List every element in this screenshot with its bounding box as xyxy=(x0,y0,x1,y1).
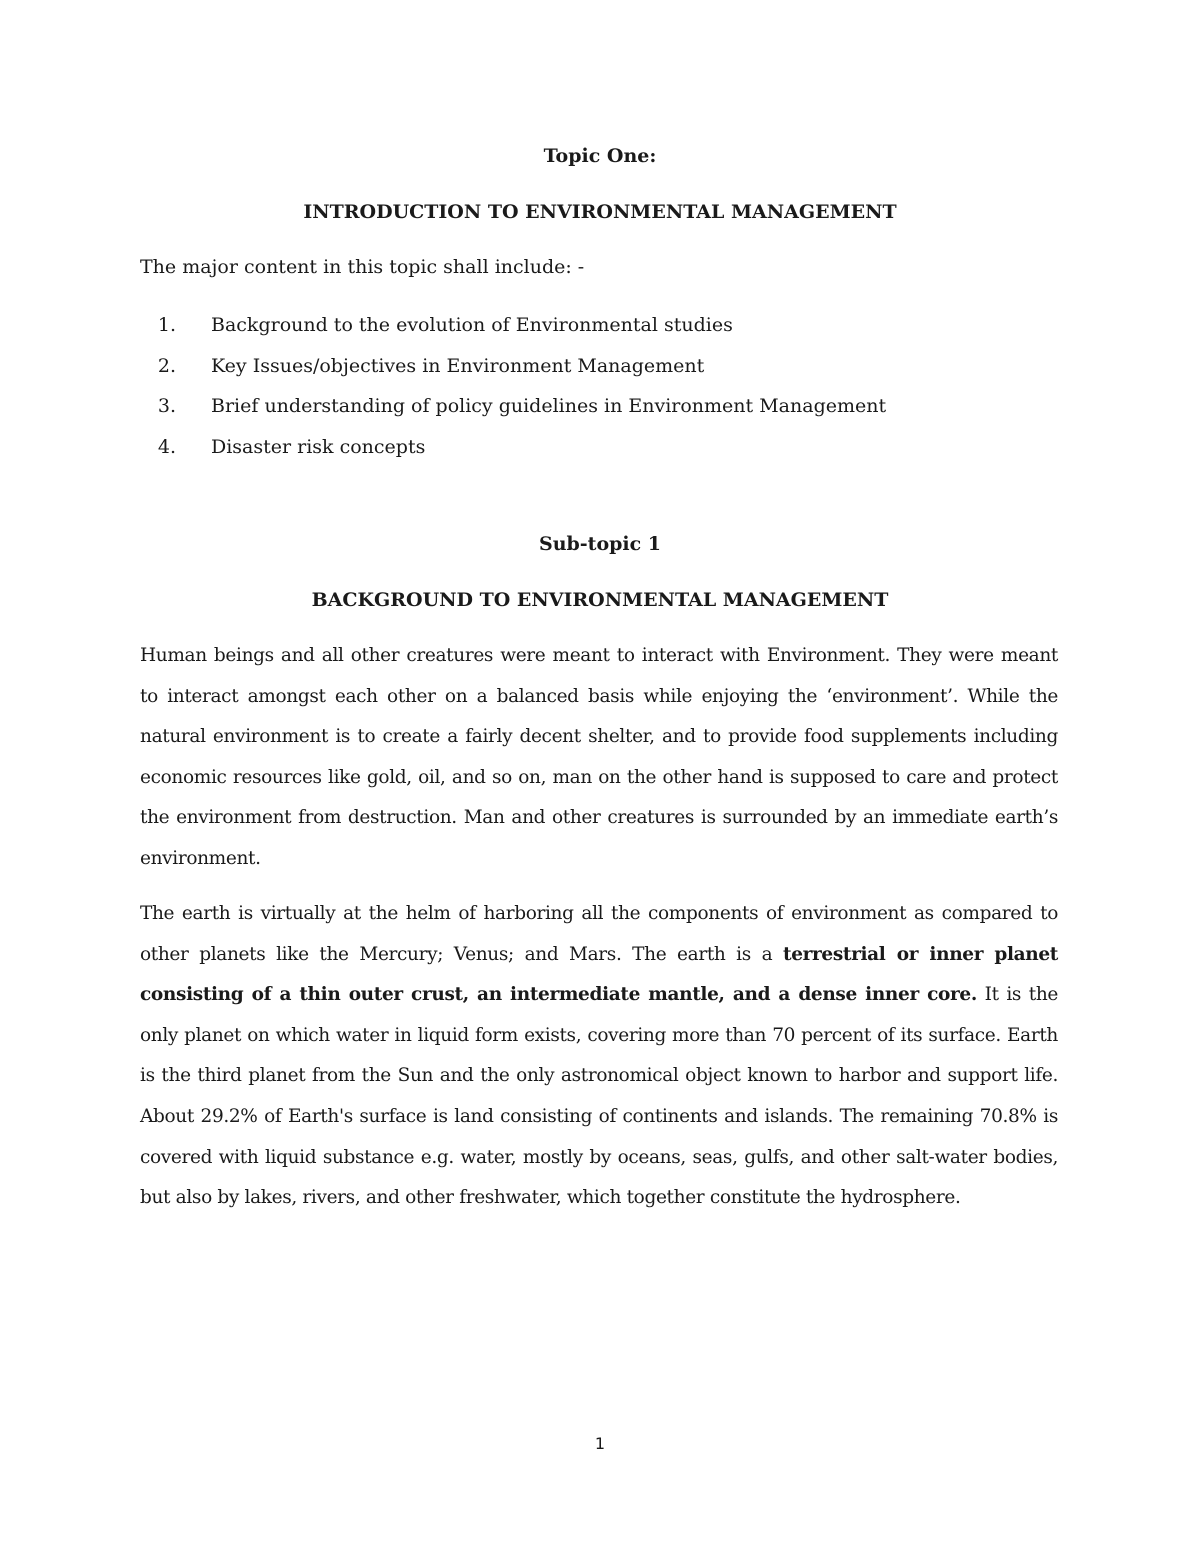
paragraph-2 xyxy=(140,894,1058,1219)
list-item xyxy=(140,392,1060,433)
subtopic-title: BACKGROUND TO ENVIRONMENTAL MANAGEMENT xyxy=(311,589,889,611)
list-item xyxy=(140,352,1060,393)
list-item-text: Brief understanding of policy guidelines in Environment Management xyxy=(211,395,887,417)
topic-title: INTRODUCTION TO ENVIRONMENTAL MANAGEMENT xyxy=(303,201,897,223)
page-number: 1 xyxy=(594,1434,606,1453)
paragraph-2-text-start: The earth is virtually at the helm of harboring all the components of environment as compared to other planets like the Mercury; Venus; and Mars. The earth is a xyxy=(140,903,1058,965)
list-item-text: Disaster risk concepts xyxy=(211,435,426,458)
list-item-text: Key Issues/objectives in Environment Management xyxy=(211,354,705,377)
list-item-number: 1. xyxy=(157,314,176,336)
list-item-text: Background to the evolution of Environmental studies xyxy=(211,314,733,336)
contents-list xyxy=(140,311,1060,473)
paragraph-1: Human beings and all other creatures were meant to interact with Environment. They were meant to interact amongst each other on a balanced basis while enjoying the ‘environment’. While the natural environment is to create a fairly decent shelter, and to provide food supplements including economic resources like gold, oil, and so on, man on the other hand is supposed to care and protect the environment from destruction. Man and other creatures is surrounded by an immediate earth’s environment. xyxy=(140,645,1058,869)
topic-label: Topic One: xyxy=(543,145,657,167)
list-item-number: 3. xyxy=(157,395,176,417)
paragraph-2-text-end: It is the only planet on which water in liquid form exists, covering more than 70 percent of its surface. Earth is the third planet from the Sun and the only astronomical object known to harbor and support life. About 29.2% of Earth's surface is land consisting of continents and islands. The remaining 70.8% is covered with liquid substance e.g. water, mostly by oceans, seas, gulfs, and other salt-water bodies, but also by lakes, rivers, and other freshwater, which together constitute the hydrosphere. xyxy=(140,984,1058,1209)
paragraph-2-bold-text: terrestrial or inner planet consisting of a thin outer crust, an intermediate mantle, and a dense inner core. xyxy=(140,943,1058,1006)
intro-text: The major content in this topic shall include: - xyxy=(140,256,585,278)
list-item-number: 4. xyxy=(157,435,176,458)
list-item-number: 2. xyxy=(157,354,176,377)
list-item xyxy=(140,433,1060,474)
list-item xyxy=(140,311,1060,352)
subtopic-label: Sub-topic 1 xyxy=(538,533,662,555)
